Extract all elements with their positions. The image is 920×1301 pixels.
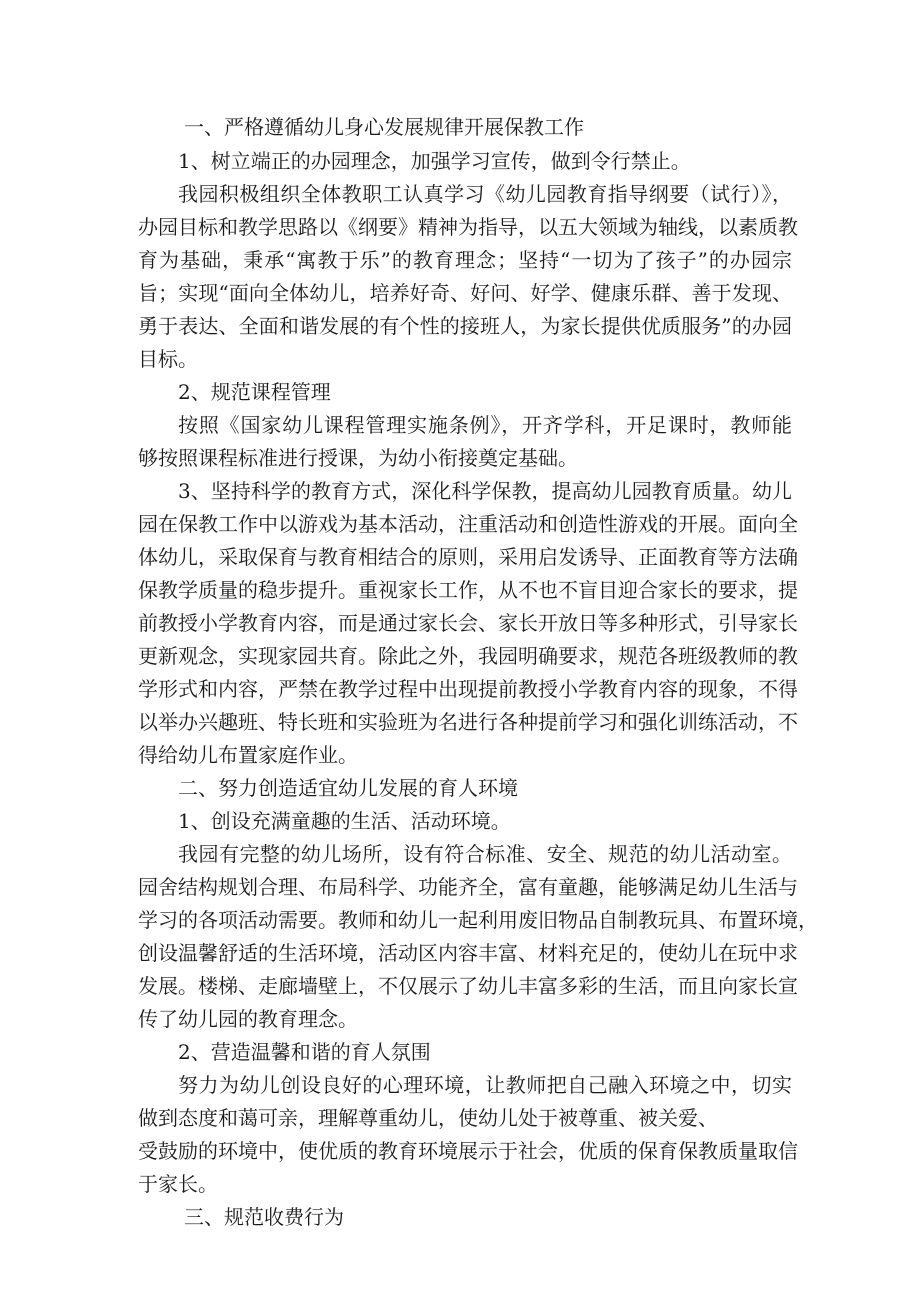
paragraph-line: 勇于表达、全面和谐发展的有个性的接班人，为家长提供优质服务”的办园: [138, 314, 792, 338]
paragraph-line: 发展。楼梯、走廊墙壁上，不仅展示了幼儿丰富多彩的生活，而且向家长宣: [138, 974, 798, 998]
section-heading-3: 三、规范收费行为: [184, 1205, 344, 1229]
paragraph-line: 学形式和内容，严禁在教学过程中出现提前教授小学教育内容的现象，不得: [138, 677, 798, 701]
paragraph-line: 前教授小学教育内容，而是通过家长会、家长开放日等多种形式，引导家长: [138, 611, 798, 635]
paragraph-line: 3、坚持科学的教育方式，深化科学保教，提高幼儿园教育质量。幼儿: [178, 479, 792, 503]
paragraph-line: 旨；实现“面向全体幼儿，培养好奇、好问、好学、健康乐群、善于发现、: [138, 281, 792, 305]
subheading-2-2: 2、营造温馨和谐的育人氛围: [178, 1040, 431, 1064]
paragraph-line: 传了幼儿园的教育理念。: [138, 1007, 358, 1031]
paragraph-line: 园舍结构规划合理、布局科学、功能齐全，富有童趣，能够满足幼儿生活与: [138, 875, 798, 899]
paragraph-line: 我园有完整的幼儿场所，设有符合标准、安全、规范的幼儿活动室。: [178, 842, 792, 866]
paragraph-line: 保教学质量的稳步提升。重视家长工作，从不也不盲目迎合家长的要求，提: [138, 578, 798, 602]
paragraph-line: 育为基础，秉承“寓教于乐”的教育理念；坚持“一切为了孩子”的办园宗: [138, 248, 792, 272]
paragraph-line: 园在保教工作中以游戏为基本活动，注重活动和创造性游戏的开展。面向全: [138, 512, 798, 536]
paragraph-line: 努力为幼儿创设良好的心理环境，让教师把自己融入环境之中，切实: [178, 1073, 792, 1097]
paragraph-line: 以举办兴趣班、特长班和实验班为名进行各种提前学习和强化训练活动，不: [138, 710, 798, 734]
paragraph-line: 更新观念，实现家园共育。除此之外，我园明确要求，规范各班级教师的教: [138, 644, 798, 668]
paragraph-line: 我园积极组织全体教职工认真学习《幼儿园教育指导纲要（试行）》，: [178, 182, 792, 206]
paragraph-line: 做到态度和蔼可亲，理解尊重幼儿，使幼儿处于被尊重、被关爱、: [138, 1106, 718, 1130]
subheading-1-1: 1、树立端正的办园理念，加强学习宣传，做到令行禁止。: [178, 149, 691, 173]
section-heading-1: 一、严格遵循幼儿身心发展规律开展保教工作: [184, 115, 584, 139]
paragraph-line: 体幼儿，采取保育与教育相结合的原则，采用启发诱导、正面教育等方法确: [138, 545, 798, 569]
paragraph-line: 受鼓励的环境中，使优质的教育环境展示于社会，优质的保育保教质量取信: [138, 1139, 798, 1163]
paragraph-line: 得给幼儿布置家庭作业。: [138, 743, 358, 767]
subheading-1-2: 2、规范课程管理: [178, 380, 331, 404]
subheading-2-1: 1、创设充满童趣的生活、活动环境。: [178, 809, 511, 833]
paragraph-line: 目标。: [138, 347, 198, 371]
paragraph-line: 够按照课程标准进行授课，为幼小衔接奠定基础。: [138, 446, 578, 470]
paragraph-line: 学习的各项活动需要。教师和幼儿一起利用废旧物品自制教玩具、布置环境，: [138, 908, 818, 932]
paragraph-line: 按照《国家幼儿课程管理实施条例》，开齐学科，开足课时，教师能: [178, 413, 792, 437]
section-heading-2: 二、努力创造适宜幼儿发展的育人环境: [178, 776, 518, 800]
paragraph-line: 创设温馨舒适的生活环境，活动区内容丰富、材料充足的，使幼儿在玩中求: [138, 941, 798, 965]
paragraph-line: 办园目标和教学思路以《纲要》精神为指导，以五大领域为轴线，以素质教: [138, 215, 798, 239]
paragraph-line: 于家长。: [138, 1172, 218, 1196]
